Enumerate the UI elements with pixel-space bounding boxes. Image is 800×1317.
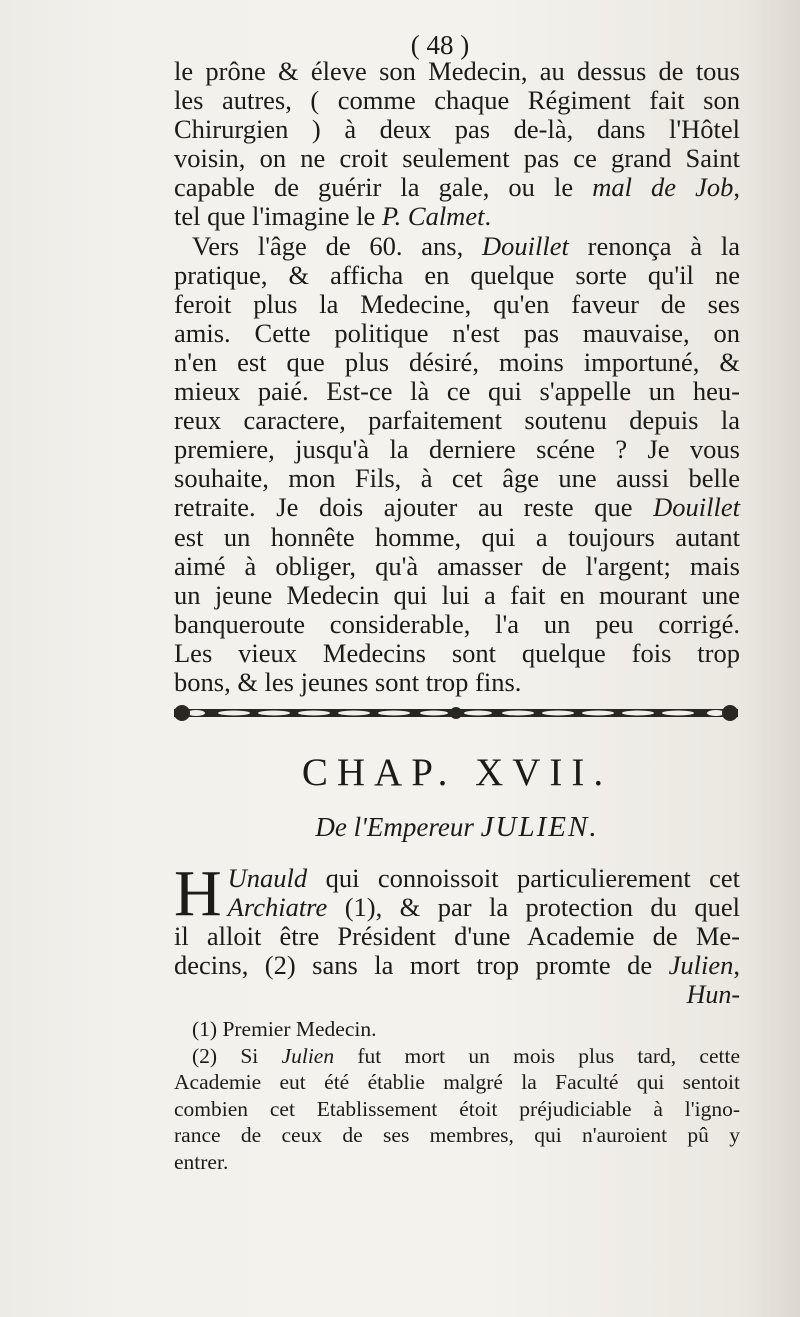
text-line-segment: banqueroute considerable, l'a un peu corrigé.: [174, 608, 740, 639]
footnote-line-segment: combien cet Etablissement étoit préjudiciable à l'igno-: [174, 1096, 740, 1121]
text-line-segment: capable de guérir la gale, ou le: [174, 172, 593, 203]
text-line-segment: amis. Cette politique n'est pas mauvaise, on: [174, 317, 740, 348]
footnote-line-segment: fut mort un mois plus tard, cette: [334, 1043, 740, 1068]
text-line-segment: souhaite, mon Fils, à cet âge une aussi belle: [174, 463, 740, 494]
footnote-line: [174, 1149, 740, 1176]
footnote-line-segment: Academie eut été établie malgré la Faculté qui sentoit: [174, 1070, 740, 1095]
drop-cap: H: [174, 857, 222, 930]
footnote-line-segment: entrer.: [174, 1149, 229, 1174]
text-line: [174, 202, 740, 231]
footnote-line-segment: (1) Premier Medecin.: [192, 1017, 377, 1041]
text-line-segment: n'en est que plus désiré, moins importuné, &: [174, 346, 740, 377]
text-line: [174, 173, 740, 202]
chapter-line-segment: decins, (2) sans la mort trop promte de: [174, 950, 669, 981]
chapter-line-segment: qui connoissoit particulierement cet: [307, 863, 740, 893]
footnotes: [174, 1016, 740, 1176]
main-paragraphs: [174, 57, 740, 697]
chapter-line: [174, 922, 740, 951]
chapter-title-prefix: De l'Empereur: [315, 812, 481, 842]
page-number: ( 48 ): [410, 30, 470, 60]
text-line: [174, 406, 740, 435]
text-line-segment: le prône & éleve son Medecin, au dessus de tous: [174, 56, 740, 86]
ornamental-rule: [174, 700, 738, 726]
footnote-line: [174, 1122, 740, 1149]
footnote-line: [174, 1043, 740, 1070]
text-line: [174, 290, 740, 319]
chapter-line-segment: (1), & par la protection du quel: [327, 892, 740, 923]
text-line-segment: bons, & les jeunes sont trop fins.: [174, 666, 522, 697]
text-line-segment: Douillet: [653, 492, 740, 523]
text-line-segment: tel que l'imagine le: [174, 201, 382, 232]
text-line-segment: Vers l'âge de 60. ans,: [192, 230, 483, 261]
chapter-opening-paragraph: [174, 857, 740, 981]
text-line-segment: ,: [733, 172, 740, 203]
text-line: [174, 261, 740, 290]
footnote-line: [174, 1069, 740, 1096]
text-line: [174, 377, 740, 406]
footnote-line-segment: Julien: [281, 1043, 335, 1068]
text-line: [174, 57, 740, 86]
text-line-segment: un jeune Medecin qui lui a fait en mourant une: [174, 579, 740, 610]
text-line: [174, 86, 740, 115]
text-line: [174, 115, 740, 144]
chapter-line: [174, 893, 740, 922]
text-line-segment: reux caractere, parfaitement soutenu depuis la: [174, 405, 740, 436]
text-line-segment: les autres, ( comme chaque Régiment fait son: [174, 85, 740, 116]
text-line: [174, 144, 740, 173]
text-line-segment: feroit plus la Medecine, qu'en faveur de ses: [174, 288, 740, 319]
chapter-line-segment: Unauld: [227, 863, 308, 893]
text-line: [174, 232, 740, 261]
catchword: Hun-: [686, 980, 740, 1009]
text-line: [174, 639, 740, 668]
text-line-segment: aimé à obliger, qu'à amasser de l'argent; mais: [174, 550, 740, 581]
chapter-line-segment: Julien: [668, 950, 734, 981]
text-line-segment: pratique, & afficha en quelque sorte qu'il ne: [174, 259, 740, 290]
footnote-line-segment: rance de ceux de ses membres, qui n'auroient pû y: [174, 1123, 740, 1148]
text-line-segment: Douillet: [482, 230, 569, 261]
chapter-line: [174, 951, 740, 980]
text-line-segment: .: [484, 201, 492, 232]
text-line-segment: premiere, jusqu'à la derniere scéne ? Je vous: [174, 434, 740, 465]
text-line-segment: voisin, on ne croit seulement pas ce grand Saint: [174, 143, 740, 174]
text-line: [174, 552, 740, 581]
text-line-segment: Chirurgien ) à deux pas de-là, dans l'Hôtel: [174, 114, 740, 145]
footnote-line: [174, 1096, 740, 1123]
chapter-title: [174, 810, 740, 844]
text-line: [174, 348, 740, 377]
text-line-segment: est un honnête homme, qui a toujours autant: [174, 521, 740, 552]
footnote-line: [174, 1016, 740, 1043]
text-line: [174, 464, 740, 493]
text-line-segment: mal de Job: [592, 172, 734, 203]
chapter-heading: CHAP. XVII.: [301, 751, 613, 794]
text-line-segment: P. Calmet: [381, 201, 485, 232]
chapter-line-segment: ,: [733, 950, 740, 981]
chapter-line-segment: Archiatre: [227, 892, 328, 923]
text-line: [174, 610, 740, 639]
text-line: [174, 493, 740, 522]
text-line: [174, 319, 740, 348]
chapter-title-name: JULIEN.: [480, 811, 599, 843]
footnote-line-segment: (2) Si: [192, 1043, 282, 1068]
text-line: [174, 668, 740, 697]
text-line-segment: mieux paié. Est-ce là ce qui s'appelle un heu-: [174, 376, 740, 407]
text-line: [174, 581, 740, 610]
chapter-line: [174, 864, 740, 893]
text-line-segment: Les vieux Medecins sont quelque fois trop: [174, 637, 740, 668]
chapter-line-segment: il alloit être Président d'une Academie de Me-: [174, 921, 740, 952]
chapter-text: [174, 857, 740, 981]
text-line-segment: retraite. Je dois ajouter au reste que: [174, 492, 654, 523]
text-line: [174, 523, 740, 552]
text-line-segment: renonça à la: [568, 230, 740, 261]
text-line: [174, 435, 740, 464]
